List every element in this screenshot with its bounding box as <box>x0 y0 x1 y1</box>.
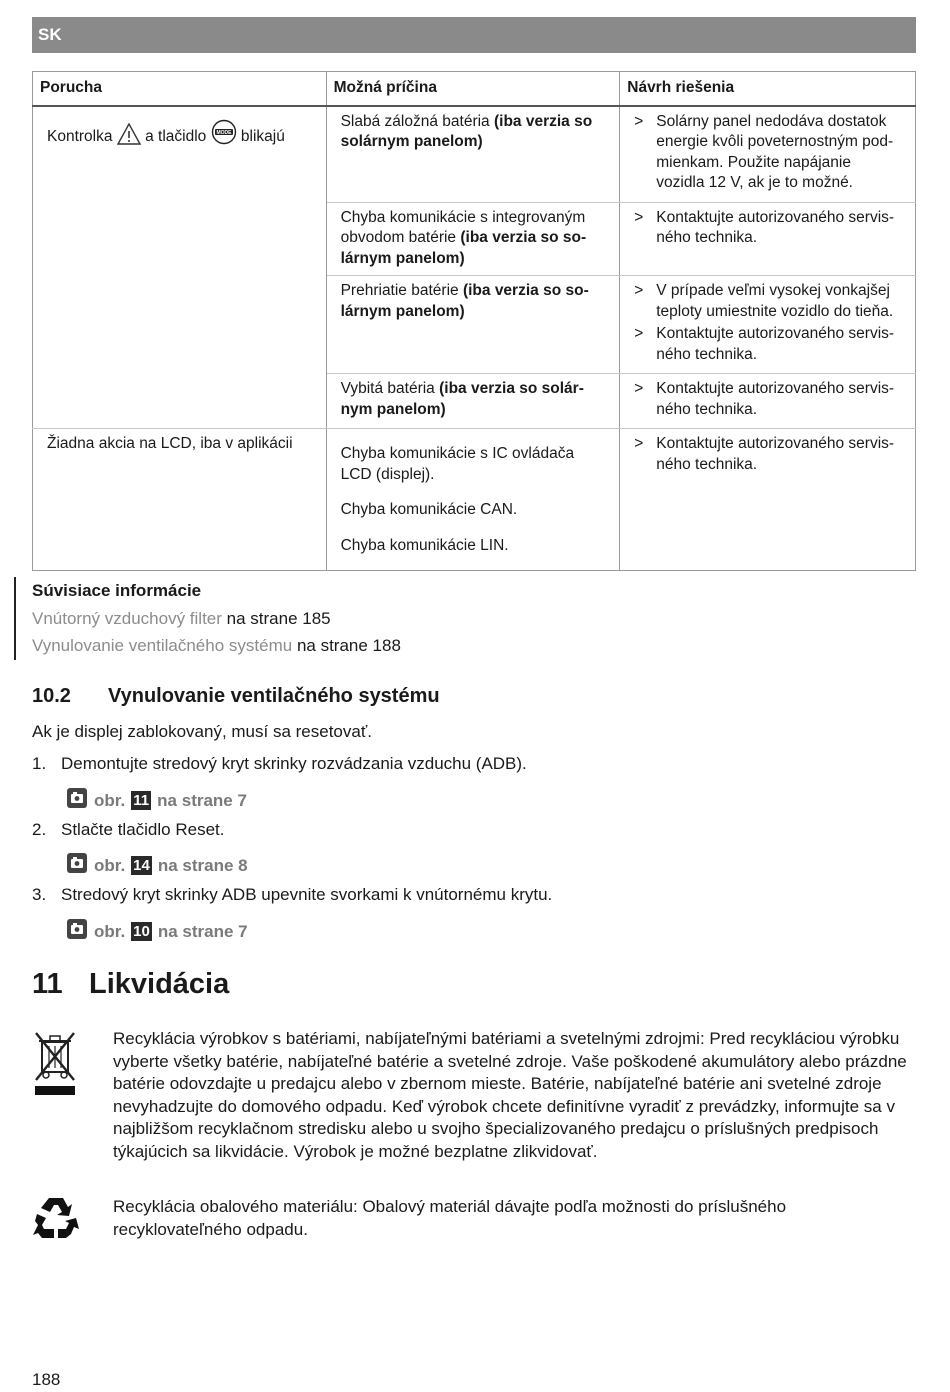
cause-cell <box>326 429 620 571</box>
fault-text: Kontrolka <box>47 127 113 145</box>
remedy-cell <box>620 374 916 429</box>
column-header-remedy: Návrh riešenia <box>620 72 916 106</box>
cause-line: Chyba komunikácie LIN. <box>340 536 509 554</box>
remedy-item: > Kontaktujte autorizovaného servisného technika. <box>634 435 895 473</box>
disposal-packaging-paragraph: Recyklácia obalového materiálu: Obalový materiál dávajte podľa možnosti do príslušného recyklovateľného odpadu. <box>113 1197 787 1239</box>
remedy-item: > Kontaktujte autorizovaného servisného technika. <box>634 325 895 363</box>
fault-cell <box>33 106 327 429</box>
camera-icon <box>66 852 88 880</box>
figure-number-badge: 11 <box>131 791 151 810</box>
warning-triangle-icon <box>117 123 141 152</box>
figure-number-badge: 10 <box>133 923 150 941</box>
page-reference: na strane 185 <box>226 608 331 628</box>
mode-button-icon <box>211 119 237 152</box>
related-link-row <box>32 632 514 660</box>
remedy-cell <box>620 202 916 276</box>
section-intro: Ak je displej zablokovaný, musí sa resetovať. <box>32 722 372 741</box>
remedy-cell <box>620 276 916 374</box>
table-row <box>33 106 916 203</box>
camera-icon <box>66 787 88 815</box>
section-heading: 10.2 Vynulovanie ventilačného systému <box>32 685 440 707</box>
crossed-bin-icon <box>33 1030 77 1103</box>
page-reference: na strane 188 <box>296 636 401 655</box>
camera-icon <box>66 918 88 946</box>
cause-line: Chyba komunikácie CAN. <box>340 501 518 518</box>
fault-text: a tlačidlo <box>145 127 207 145</box>
step-item: 3. Stredový kryt skrinky ADB upevnite svorkami k vnútornému krytu. <box>32 885 553 904</box>
troubleshooting-table <box>32 71 916 571</box>
column-header-fault: Porucha <box>33 72 327 106</box>
cause-cell: Chyba komunikácie s integrovaným obvodom batérie (iba verzia so solárnym panelom) <box>326 202 620 276</box>
table-row <box>33 429 916 571</box>
remedy-item: > Kontaktujte autorizovaného servisného technika. <box>634 208 895 246</box>
remedy-item: > V prípade veľmi vysokej vonkajšej teploty umiestnite vozidlo do tieňa. <box>634 282 894 320</box>
fault-text: blikajú <box>240 127 285 145</box>
figure-reference[interactable]: obr. 10 na strane 7 <box>66 918 248 946</box>
remedy-cell <box>620 106 916 203</box>
cause-cell: Slabá záložná batéria (iba verzia so solárnym panelom) <box>326 106 620 203</box>
related-link-reset[interactable]: Vynulovanie ventilačného systému <box>32 636 293 655</box>
cause-cell: Prehriatie batérie (iba verzia so solárnym panelom) <box>326 276 620 374</box>
figure-reference[interactable]: obr. 14 na strane 8 <box>66 852 248 880</box>
related-heading: Súvisiace informácie <box>32 581 202 600</box>
table-header-row <box>33 72 916 106</box>
remedy-item: > Kontaktujte autorizovaného servisného technika. <box>634 380 895 418</box>
language-header-bar: SK <box>32 17 916 53</box>
fault-cell: Žiadna akcia na LCD, iba v aplikácii <box>33 429 327 571</box>
recycling-icon <box>32 1194 80 1247</box>
related-link-filter[interactable]: Vnútorný vzduchový filter <box>32 608 222 628</box>
figure-number-badge: 14 <box>133 857 150 875</box>
related-link-row <box>32 605 514 633</box>
cause-cell: Vybitá batéria (iba verzia so solárnym panelom) <box>326 374 620 429</box>
step-item: 1. Demontujte stredový kryt skrinky rozvádzania vzduchu (ADB). <box>32 754 527 773</box>
svg-text:MODE: MODE <box>216 129 232 136</box>
remedy-cell <box>620 429 916 571</box>
remedy-item: > Solárny panel nedodáva dostatok energie kvôli poveternostným podmienkam. Použite napájanie vozidla 12 V, ak je to možné. <box>634 112 894 191</box>
page-number: 188 <box>32 1370 61 1389</box>
chapter-heading: 11 Likvidácia <box>32 968 230 1000</box>
figure-reference[interactable]: obr. 11 na strane 7 <box>66 787 247 815</box>
step-item: 2. Stlačte tlačidlo Reset. <box>32 820 225 839</box>
cause-line: Chyba komunikácie s IC ovládača LCD (displej). <box>340 445 575 483</box>
related-information <box>14 577 514 660</box>
disposal-batteries-paragraph: Recyklácia výrobkov s batériami, nabíjateľnými batériami a svetelnými zdrojmi: Pred recykláciou výrobku vyberte všetky batérie, nabíjateľné batérie a svetelné zdroje. Vaše poškodené akumulátory alebo prázdne batérie odovzdajte u predajcu alebo v zbernom mieste. Batérie, nabíjateľné batérie ani svetelné zdroje nevyhadzujte do domového odpadu. Keď výrobok chcete definitívne vyradiť z prevádzky, informujte sa v najbližšom recyklačnom stredisku alebo u svojho špecializovaného predajcu o príslušných predpisoch týkajúcich sa likvidácie. Výrobok je možné bezplatne zlikvidovať. <box>113 1029 907 1161</box>
column-header-cause: Možná príčina <box>326 72 620 106</box>
